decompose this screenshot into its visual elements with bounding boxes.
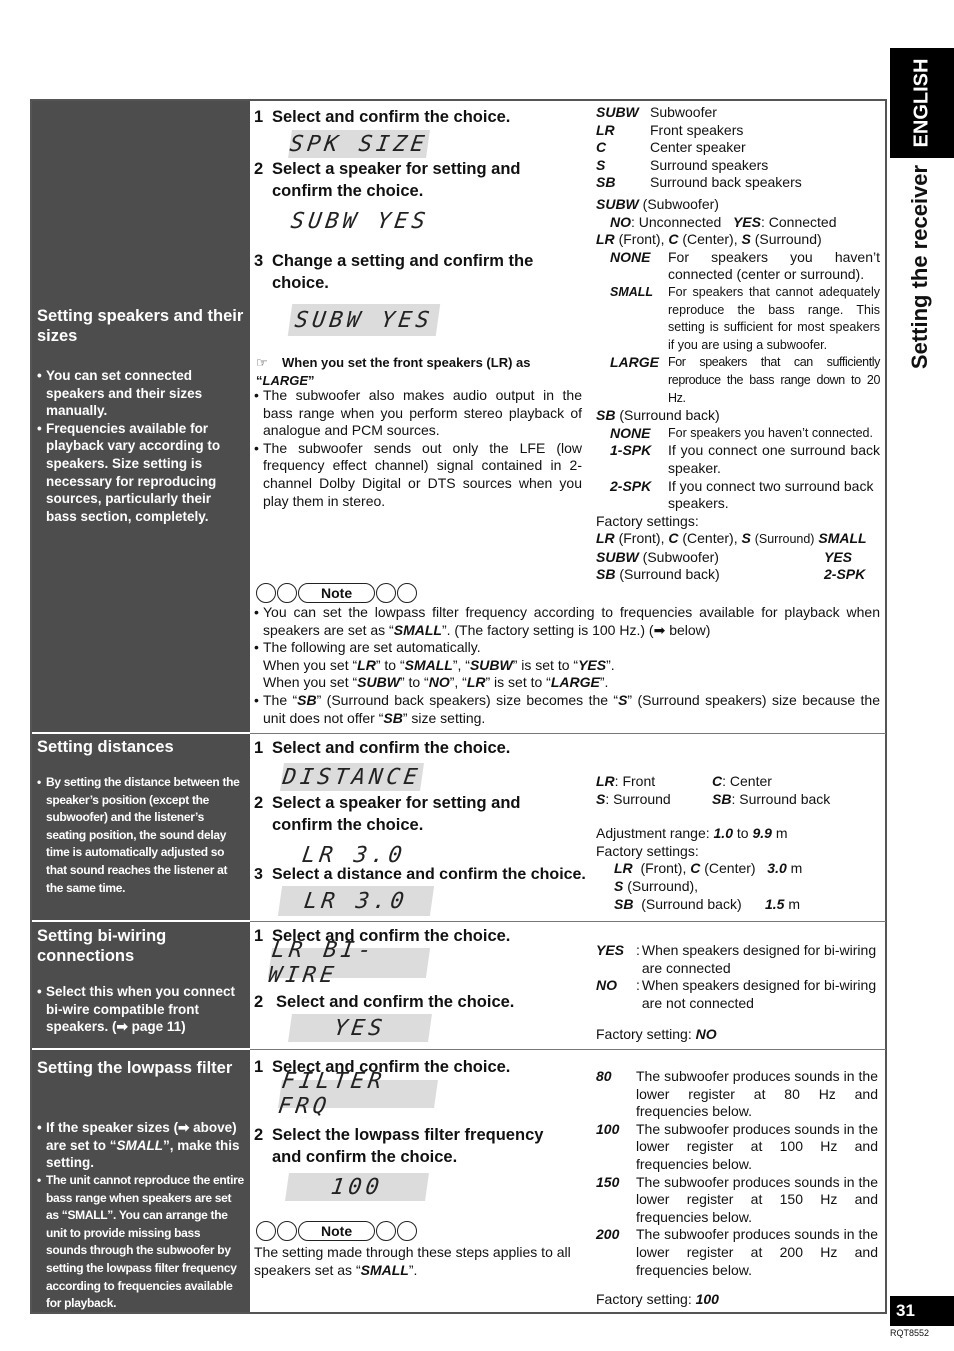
note-label: Note bbox=[298, 583, 375, 603]
speakers-step-3: 3 Change a setting and confirm the choice. bbox=[254, 252, 534, 292]
tip-heading: ☞ When you set the front speakers (LR) as “LARGE” bbox=[256, 355, 531, 388]
distances-step-2: 2 Select a speaker for setting and confirm the choice. bbox=[254, 794, 521, 834]
lowpass-options: 80 The subwoofer produces sounds in the lower register at 80 Hz and frequencies below. 100 The subwoofer produces sounds in the lower register at 100 Hz and frequencies below. 150 The subwoofer produces sounds in the lower register at 150 Hz and frequencies below. 200 The subwoofer produces sounds in the lower register at 200 Hz and frequencies below. Factory setting: 100 bbox=[596, 1068, 878, 1308]
note-header bbox=[256, 1221, 418, 1241]
lowpass-sidebar bbox=[32, 1050, 250, 1312]
distances-display-3: LR 3.0 bbox=[278, 886, 434, 916]
biwire-options: YES : When speakers designed for bi-wiring are connected NO : When speakers designed for bi-wiring are not connected Factory setting: NO bbox=[596, 942, 877, 1043]
note-header bbox=[256, 583, 418, 603]
note-item: • The following are set automatically. When you set “LR” to “SMALL”, “SUBW” is set to “YES”. When you set “SUBW” to “NO”, “LR” is set to “LARGE”. bbox=[254, 639, 880, 692]
lowpass-step-1: 1 Select and confirm the choice. bbox=[254, 1058, 511, 1076]
speakers-note-list bbox=[254, 604, 880, 727]
lowpass-note: The setting made through these steps applies to all speakers set as “SMALL”. bbox=[254, 1244, 571, 1278]
note-item: • The “SB” (Surround back speakers) size becomes the “S” (Surround speakers) size because the unit does not offer “SB” size setting. bbox=[254, 692, 880, 727]
lowpass-notes-2 bbox=[37, 1172, 244, 1313]
speakers-notes bbox=[37, 367, 244, 525]
divider bbox=[250, 1049, 886, 1050]
biwire-display-2: YES bbox=[288, 1014, 432, 1042]
biwire-notes bbox=[37, 983, 244, 1036]
speakers-note-1: • You can set connected speakers and their sizes manually. bbox=[37, 367, 244, 420]
language-tab bbox=[890, 48, 954, 158]
lowpass-display-1: FILTER FRQ bbox=[278, 1080, 438, 1108]
speakers-display-3: SUBW YES bbox=[288, 304, 440, 336]
divider bbox=[250, 921, 886, 922]
distances-display-1: DISTANCE bbox=[281, 764, 423, 790]
speakers-sidebar bbox=[32, 101, 250, 732]
page-number: 31 bbox=[890, 1296, 954, 1326]
speakers-step-2: 2 Select a speaker for setting and confirm the choice. bbox=[254, 160, 521, 200]
tip-list bbox=[254, 387, 582, 510]
lowpass-display-2: 100 bbox=[285, 1173, 429, 1201]
speakers-note-2: • Frequencies available for playback vary according to speakers. Size setting is necessary for reproducing sources, particularly their bass section, completely. bbox=[37, 420, 244, 526]
note-label: Note bbox=[298, 1221, 375, 1241]
distances-title: Setting distances bbox=[37, 738, 174, 756]
speakers-display-2: SUBW YES bbox=[283, 206, 437, 236]
biwire-display-1: LR BI-WIRE bbox=[268, 948, 430, 978]
section-title bbox=[900, 164, 940, 370]
lowpass-notes bbox=[37, 1119, 244, 1172]
speakers-step-1: 1 Select and confirm the choice. bbox=[254, 108, 511, 126]
distances-note: • By setting the distance between the speaker’s position (except the subwoofer) and the listener’s seating position, the sound delay time is automatically adjusted so that sound reaches the listener at the same time. bbox=[37, 774, 244, 897]
speakers-title: Setting speakers and their sizes bbox=[37, 307, 244, 345]
biwire-step-1: 1 Select and confirm the choice. bbox=[254, 927, 511, 945]
lowpass-note-2: • The unit cannot reproduce the entire bass range when speakers are set as “SMALL”. You can arrange the unit to provide missing bass sounds through the subwoofer by setting the lowpass filter frequency according to frequencies available for playback. bbox=[37, 1172, 244, 1313]
note-item: • You can set the lowpass filter frequency according to frequencies available for playback when speakers are set as “SMALL”. (The factory setting is 100 Hz.) (➡ below) bbox=[254, 604, 880, 639]
lowpass-title: Setting the lowpass filter bbox=[37, 1059, 233, 1077]
distance-legend: LR: Front C: Center S: Surround SB: Surround back Adjustment range: 1.0 to 9.9 m Factory settings: LR (Front), C (Center) 3.0 m S (Surround), SB (Surround back) 1.5 m bbox=[596, 773, 831, 912]
language-label: ENGLISH bbox=[910, 58, 933, 148]
distances-display-2: LR 3.0 bbox=[276, 840, 432, 870]
distances-step-3: 3 Select a distance and confirm the choice. bbox=[254, 866, 586, 883]
tip-item: • The subwoofer sends out only the LFE (low frequency effect channel) signal contained in 2-channel Dolby Digital or DTS sources when you play them in stereo. bbox=[254, 440, 582, 510]
tip-icon: ☞ bbox=[256, 355, 268, 370]
document-code: RQT8552 bbox=[890, 1328, 930, 1338]
distances-notes bbox=[37, 774, 244, 897]
biwire-note: • Select this when you connect bi-wire compatible front speakers. (➡ page 11) bbox=[37, 983, 244, 1036]
section-title-text: Setting the receiver bbox=[907, 164, 932, 370]
divider bbox=[250, 733, 886, 734]
speaker-options: SUBW (Subwoofer) NO: Unconnected YES: Connected LR (Front), C (Center), S (Surround) NONE For speakers you haven’t connected (center or surround). SMALL For speakers that cannot adequately reproduce the bass range. This setting is sufficient for most speakers if you are using a subwoofer. LARGE For speakers that can sufficiently reproduce the bass range down to 20 Hz. SB (Surround back) NONE For speakers you haven’t connected. 1-SPK If you connect one surround back speaker. 2-SPK If you connect two surround back speakers. Factory settings: LR (Front), C (Center), S (Surround) SMALL SUBW (Subwoofer) YES SB (Surround back) 2-SPK bbox=[596, 196, 880, 583]
distances-step-1: 1 Select and confirm the choice. bbox=[254, 739, 511, 757]
speakers-display-1: SPK SIZE bbox=[288, 131, 430, 157]
tip-item: • The subwoofer also makes audio output in the bass range when you perform stereo playback of analogue and PCM sources. bbox=[254, 387, 582, 440]
lowpass-step-2: 2 Select the lowpass filter frequency and confirm the choice. bbox=[254, 1126, 544, 1166]
distances-sidebar bbox=[32, 734, 250, 920]
biwire-step-2: 2 Select and confirm the choice. bbox=[254, 993, 515, 1011]
lowpass-note-1: • If the speaker sizes (➡ above) are set to “SMALL”, make this setting. bbox=[37, 1119, 244, 1172]
speaker-legend: SUBW Subwoofer LR Front speakers C Center speaker S Surround speakers SB Surround back speakers bbox=[596, 104, 802, 191]
biwire-sidebar bbox=[32, 922, 250, 1048]
biwire-title: Setting bi-wiring connections bbox=[37, 927, 167, 965]
